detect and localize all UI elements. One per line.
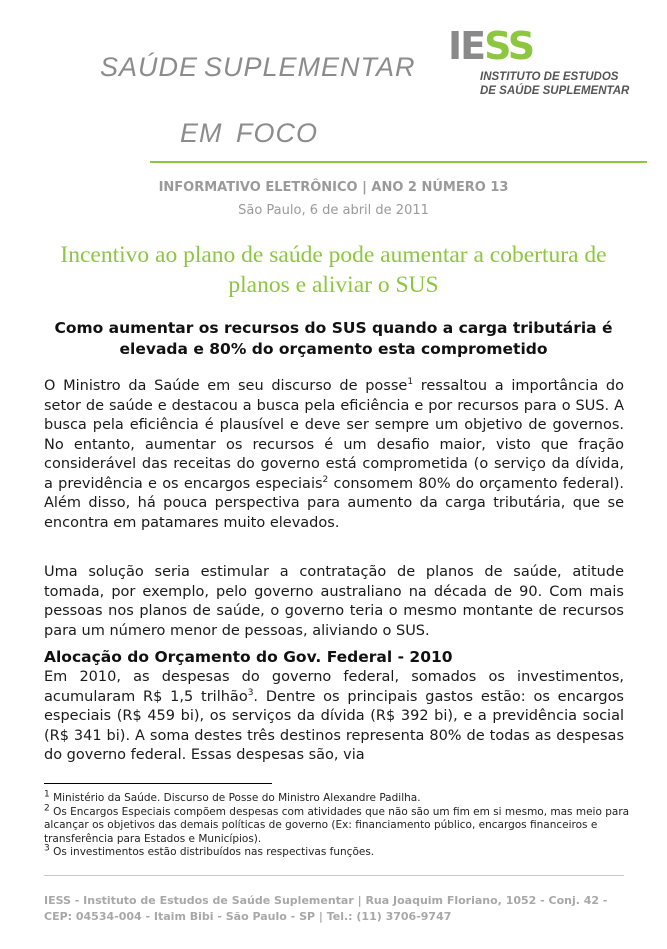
article-headline: Incentivo ao plano de saúde pode aumentar a cobertura de planos e aliviar o SUS [60,242,607,298]
footnote-2: $^2$ Os Encargos Especiais compõem despesas com atividades que não são um fim em si mesmo, mas meio para alcançar os objetivos das demais políticas de governo (Ex: financiamento público, encargos financeiros e transferência para Estados e Municípios). [44,803,630,845]
publication-title-line2: EM [180,118,223,148]
page-footer [44,893,624,925]
footnote-3: $^3$ Os investimentos estão distribuídos nas respectivas funções. [44,843,375,858]
iess-logo: IESS [448,24,534,68]
issue-date: São Paulo, 6 de abril de 2011 [238,203,429,218]
body-paragraph-3: Em 2010, as despesas do governo federal, somados os investimentos, acumularam R$ 1,5 trilhão$^3$. Dentre os principais gastos estão: os encargos especiais (R$ 459 bi), os serviços da dívida (R$ 392 bi), e a previdência social (R$ 341 bi). A soma destes três destinos representa 80% de todas as despesas do governo federal. Essas despesas são, via [44,669,624,763]
footnote-separator [44,783,272,784]
publication-title-line1: SAÚDE [100,52,199,82]
footer-address: IESS - Instituto de Estudos de Saúde Suplementar | Rua Joaquim Floriano, 1052 - Conj. 42 - [44,894,608,907]
body-paragraph-2: Uma solução seria estimular a contratação de planos de saúde, atitude tomada, por exemplo, pelo governo australiano na década de 90. Com mais pessoas nos planos de saúde, o governo teria o mesmo montante de recursos para um número menor de pessoas, aliviando o SUS. [44,564,624,639]
article-subheadline: Como aumentar os recursos do SUS quando a carga tributária é elevada e 80% do orçamento esta comprometido [54,319,613,358]
footer-divider [44,875,624,876]
iess-logo-name: INSTITUTO DE ESTUDOS DE SAÚDE SUPLEMENTAR [480,71,630,97]
publication-title-line1b: SUPLEMENTAR [204,52,416,82]
footnote-ref-2: 2 [322,474,329,485]
publication-title-line2b: FOCO [236,118,318,148]
issue-info: INFORMATIVO ELETRÔNICO | ANO 2 NÚMERO 13 [158,180,509,195]
footnote-ref-1: 1 [407,377,414,388]
body-paragraph-1: O Ministro da Saúde em seu discurso de posse$^1$ ressaltou a importância do setor de saúde e destacou a busca pela eficiência e por recursos para o SUS. A busca pela eficiência é plausível e deve ser sempre um objetivo de governos. No entanto, aumentar os recursos é um desafio maior, visto que fração considerável das receitas do governo está comprometida (o serviço da dívida, a previdência e os encargos especiais$^2$ consomem 80% do orçamento federal). Além disso, há pouca perspectiva para aumento da carga tributária, que se encontra em patamares muito elevados. [44,377,624,531]
footnotes [44,789,630,860]
masthead-divider [150,161,647,163]
footnote-1: $^1$ Ministério da Saúde. Discurso de Posse do Ministro Alexandre Padilha. [44,789,421,804]
section-heading: Alocação do Orçamento do Gov. Federal - 2010 [44,648,453,666]
footnote-ref-3: 3 [247,687,254,698]
footer-contact: CEP: 04534-004 - Itaim Bibi - São Paulo - SP | Tel.: (11) 3706-9747 [44,910,452,923]
